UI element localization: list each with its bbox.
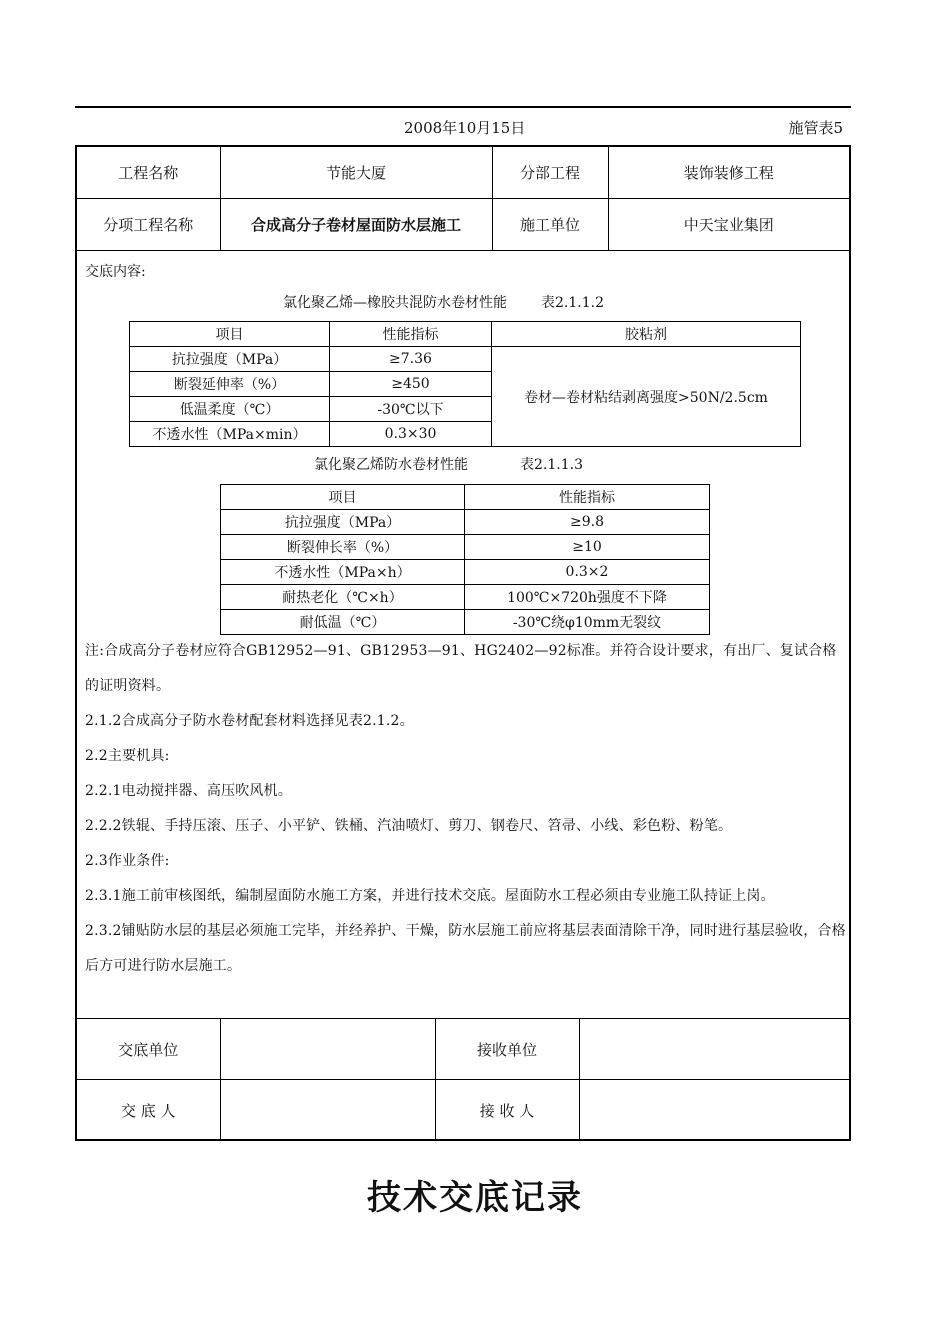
paragraph: 2.2.1电动搅拌器、高压吹风机。 (85, 783, 293, 799)
table-cell: 断裂延伸率（%） (130, 372, 330, 397)
table-cell: 不透水性（MPa×h） (221, 560, 465, 585)
table-cell: 抗拉强度（MPa） (221, 510, 465, 535)
table-cell: 抗拉强度（MPa） (130, 347, 330, 372)
table1-header-spec: 性能指标 (330, 322, 492, 347)
division-label: 分部工程 (492, 147, 608, 198)
paragraph: 2.3作业条件: (85, 853, 170, 869)
receiver-label: 接 收 人 (435, 1080, 579, 1141)
table1-number: 表2.1.1.2 (541, 295, 604, 311)
table-cell: ≥9.8 (465, 510, 710, 535)
table-cell: 耐低温（℃） (221, 610, 465, 635)
issuer-unit-label: 交底单位 (77, 1019, 220, 1080)
table2-caption (314, 454, 583, 474)
issuer-unit-field[interactable] (220, 1019, 435, 1080)
receiver-field[interactable] (579, 1080, 849, 1141)
issuer-label: 交 底 人 (77, 1080, 220, 1141)
date: 2008年10月15日 (404, 119, 526, 137)
table-cell: 100℃×720h强度不下降 (465, 585, 710, 610)
table-cell: ≥10 (465, 535, 710, 560)
signature-table (77, 1018, 849, 1140)
table-cell: 0.3×2 (465, 560, 710, 585)
table-cell: ≥450 (330, 372, 492, 397)
form-number: 施管表5 (788, 119, 843, 137)
table-cell: ≥7.36 (330, 347, 492, 372)
table2-header-item: 项目 (221, 485, 465, 510)
table-cell: 0.3×30 (330, 422, 492, 447)
project-name: 节能大厦 (220, 147, 492, 198)
table-cell: 断裂伸长率（%） (221, 535, 465, 560)
paragraph: 2.3.1施工前审核图纸，编制屋面防水施工方案，并进行技术交底。屋面防水工程必须由专业施工队持证上岗。 (85, 888, 775, 904)
contractor: 中天宝业集团 (608, 198, 849, 250)
paragraph: 2.2.2铁辊、手持压滚、压子、小平铲、铁桶、汽油喷灯、剪刀、钢卷尺、笤帚、小线、彩色粉、粉笔。 (85, 818, 733, 834)
table2-header-spec: 性能指标 (465, 485, 710, 510)
receiver-unit-label: 接收单位 (435, 1019, 579, 1080)
header-table (77, 147, 849, 251)
paragraph: 2.1.2合成高分子防水卷材配套材料选择见表2.1.2。 (85, 713, 414, 729)
project-name-label: 工程名称 (77, 147, 220, 198)
top-rule (75, 106, 851, 108)
content-paragraphs (85, 634, 847, 984)
table-cell: 耐热老化（℃×h） (221, 585, 465, 610)
issuer-field[interactable] (220, 1080, 435, 1141)
table2-caption-text: 氯化聚乙烯防水卷材性能 (314, 457, 468, 473)
record-form (75, 145, 851, 1141)
subitem-label: 分项工程名称 (77, 198, 220, 250)
table2-number: 表2.1.1.3 (520, 457, 583, 473)
content-label: 交底内容: (85, 264, 146, 280)
table-cell: 低温柔度（℃） (130, 397, 330, 422)
table-cell: -30℃以下 (330, 397, 492, 422)
table1-header-adhesive: 胶粘剂 (492, 322, 801, 347)
paragraph: 注:合成高分子卷材应符合GB12952—91、GB12953—91、HG2402—92标准。并符合设计要求，有出厂、复试合格的证明资料。 (85, 643, 837, 694)
document-title: 技术交底记录 (367, 1178, 583, 1218)
table1 (129, 321, 801, 447)
table-cell: 不透水性（MPa×min） (130, 422, 330, 447)
paragraph: 2.2主要机具: (85, 748, 170, 764)
subitem: 合成高分子卷材屋面防水层施工 (220, 198, 492, 250)
table2 (220, 484, 710, 635)
table1-caption (283, 292, 604, 312)
table1-adhesive-value: 卷材—卷材粘结剥离强度>50N/2.5cm (492, 347, 801, 447)
table1-caption-text: 氯化聚乙烯—橡胶共混防水卷材性能 (283, 295, 507, 311)
paragraph: 2.3.2铺贴防水层的基层必须施工完毕，并经养护、干燥，防水层施工前应将基层表面清除干净，同时进行基层验收，合格后方可进行防水层施工。 (85, 923, 846, 974)
contractor-label: 施工单位 (492, 198, 608, 250)
receiver-unit-field[interactable] (579, 1019, 849, 1080)
division: 装饰装修工程 (608, 147, 849, 198)
table-cell: -30℃绕φ10mm无裂纹 (465, 610, 710, 635)
table1-header-item: 项目 (130, 322, 330, 347)
